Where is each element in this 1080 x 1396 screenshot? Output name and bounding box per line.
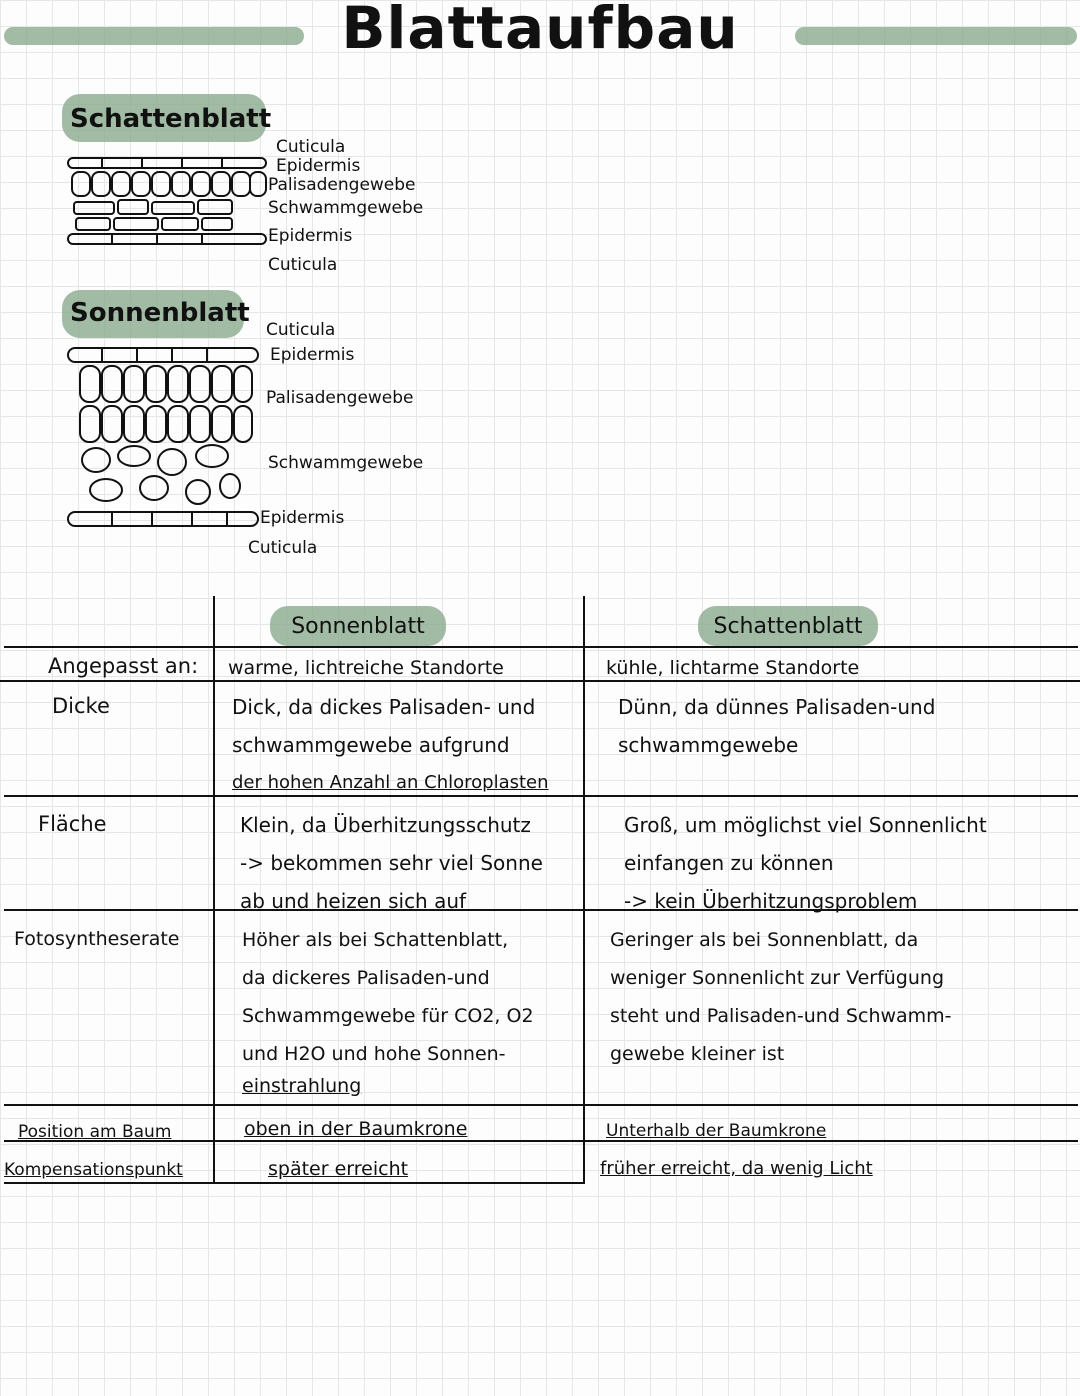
- cell-sonne-flaeche: [240, 806, 543, 920]
- cell-schatten-flaeche: [624, 806, 987, 920]
- cell-line: oben in der Baumkrone: [244, 1118, 468, 1140]
- table-vline-1: [213, 596, 215, 1184]
- cell-schatten-kompensationspunkt: [600, 1154, 873, 1184]
- schatten-label-cuticula-top: Cuticula: [276, 137, 346, 157]
- table-vline-2: [583, 596, 585, 1184]
- cell-line: da dickeres Palisaden-und: [242, 967, 490, 989]
- sonnenblatt-heading: Sonnenblatt: [70, 298, 250, 328]
- cell-line: später erreicht: [268, 1158, 409, 1180]
- row-label-fotosyntheserate: Fotosyntheserate: [14, 928, 180, 950]
- schatten-label-palisadengewebe: Palisadengewebe: [268, 175, 416, 195]
- cell-schatten-dicke: [618, 688, 935, 764]
- cell-line: Geringer als bei Sonnenblatt, da: [610, 929, 919, 951]
- cell-line: Groß, um möglichst viel Sonnenlicht: [624, 813, 987, 837]
- cell-line: Höher als bei Schattenblatt,: [242, 929, 509, 951]
- cell-line: -> bekommen sehr viel Sonne: [240, 851, 543, 875]
- table-hline-0: [4, 646, 1078, 648]
- cell-line: weniger Sonnenlicht zur Verfügung: [610, 967, 945, 989]
- sonne-label-palisadengewebe: Palisadengewebe: [266, 388, 414, 408]
- cell-sonne-fotosyntheserate: [242, 921, 534, 1099]
- col-header-sonnenblatt: Sonnenblatt: [291, 614, 425, 639]
- cell-sonne-position: [244, 1114, 467, 1144]
- cell-line: Klein, da Überhitzungsschutz: [240, 813, 531, 837]
- row-label-dicke: Dicke: [52, 694, 110, 718]
- schattenblatt-heading: Schattenblatt: [70, 104, 272, 134]
- cell-line: Unterhalb der Baumkrone: [606, 1121, 827, 1141]
- cell-sonne-angepasst: [228, 649, 504, 687]
- sonne-label-cuticula-top: Cuticula: [266, 320, 336, 340]
- row-label-kompensationspunkt: Kompensationspunkt: [4, 1160, 183, 1180]
- sonne-label-epidermis-top: Epidermis: [270, 345, 355, 365]
- schatten-label-epidermis-bottom: Epidermis: [268, 226, 353, 246]
- cell-line: kühle, lichtarme Standorte: [606, 657, 860, 679]
- cell-line: schwammgewebe: [618, 733, 799, 757]
- cell-schatten-position: [606, 1116, 826, 1146]
- cell-line: der hohen Anzahl an Chloroplasten: [232, 772, 549, 793]
- cell-line: Dick, da dickes Palisaden- und: [232, 695, 536, 719]
- cell-line: Schwammgewebe für CO2, O2: [242, 1005, 534, 1027]
- col-header-schattenblatt: Schattenblatt: [713, 614, 863, 639]
- schattenblatt-diagram: [62, 152, 272, 252]
- cell-line: Dünn, da dünnes Palisaden-und: [618, 695, 936, 719]
- cell-line: und H2O und hohe Sonnen-: [242, 1043, 506, 1065]
- schatten-label-schwammgewebe: Schwammgewebe: [268, 198, 424, 218]
- cell-line: einstrahlung: [242, 1075, 362, 1097]
- row-label-flaeche: Fläche: [38, 812, 107, 836]
- cell-line: einfangen zu können: [624, 851, 834, 875]
- cell-line: warme, lichtreiche Standorte: [228, 657, 504, 679]
- cell-line: steht und Palisaden-und Schwamm-: [610, 1005, 952, 1027]
- cell-schatten-angepasst: [606, 649, 859, 687]
- cell-schatten-fotosyntheserate: [610, 921, 952, 1073]
- sonne-label-epidermis-bottom: Epidermis: [260, 508, 345, 528]
- cell-sonne-kompensationspunkt: [268, 1154, 408, 1184]
- schatten-label-cuticula-bottom: Cuticula: [268, 255, 338, 275]
- row-label-angepasst: Angepasst an:: [48, 654, 199, 678]
- cell-line: -> kein Überhitzungsproblem: [624, 889, 918, 913]
- sonne-label-schwammgewebe: Schwammgewebe: [268, 453, 424, 473]
- cell-line: früher erreicht, da wenig Licht: [600, 1158, 873, 1179]
- page-title: Blattaufbau: [341, 0, 739, 62]
- row-label-position: Position am Baum: [18, 1122, 172, 1142]
- table-hline-1: [0, 680, 1080, 682]
- cell-line: ab und heizen sich auf: [240, 889, 467, 913]
- schatten-label-epidermis-top: Epidermis: [276, 156, 361, 176]
- cell-line: gewebe kleiner ist: [610, 1043, 785, 1065]
- sonne-label-cuticula-bottom: Cuticula: [248, 538, 318, 558]
- cell-line: schwammgewebe aufgrund: [232, 733, 510, 757]
- table-hline-4: [4, 1104, 1078, 1106]
- sonnenblatt-diagram: [62, 342, 272, 532]
- cell-sonne-dicke: [232, 688, 549, 802]
